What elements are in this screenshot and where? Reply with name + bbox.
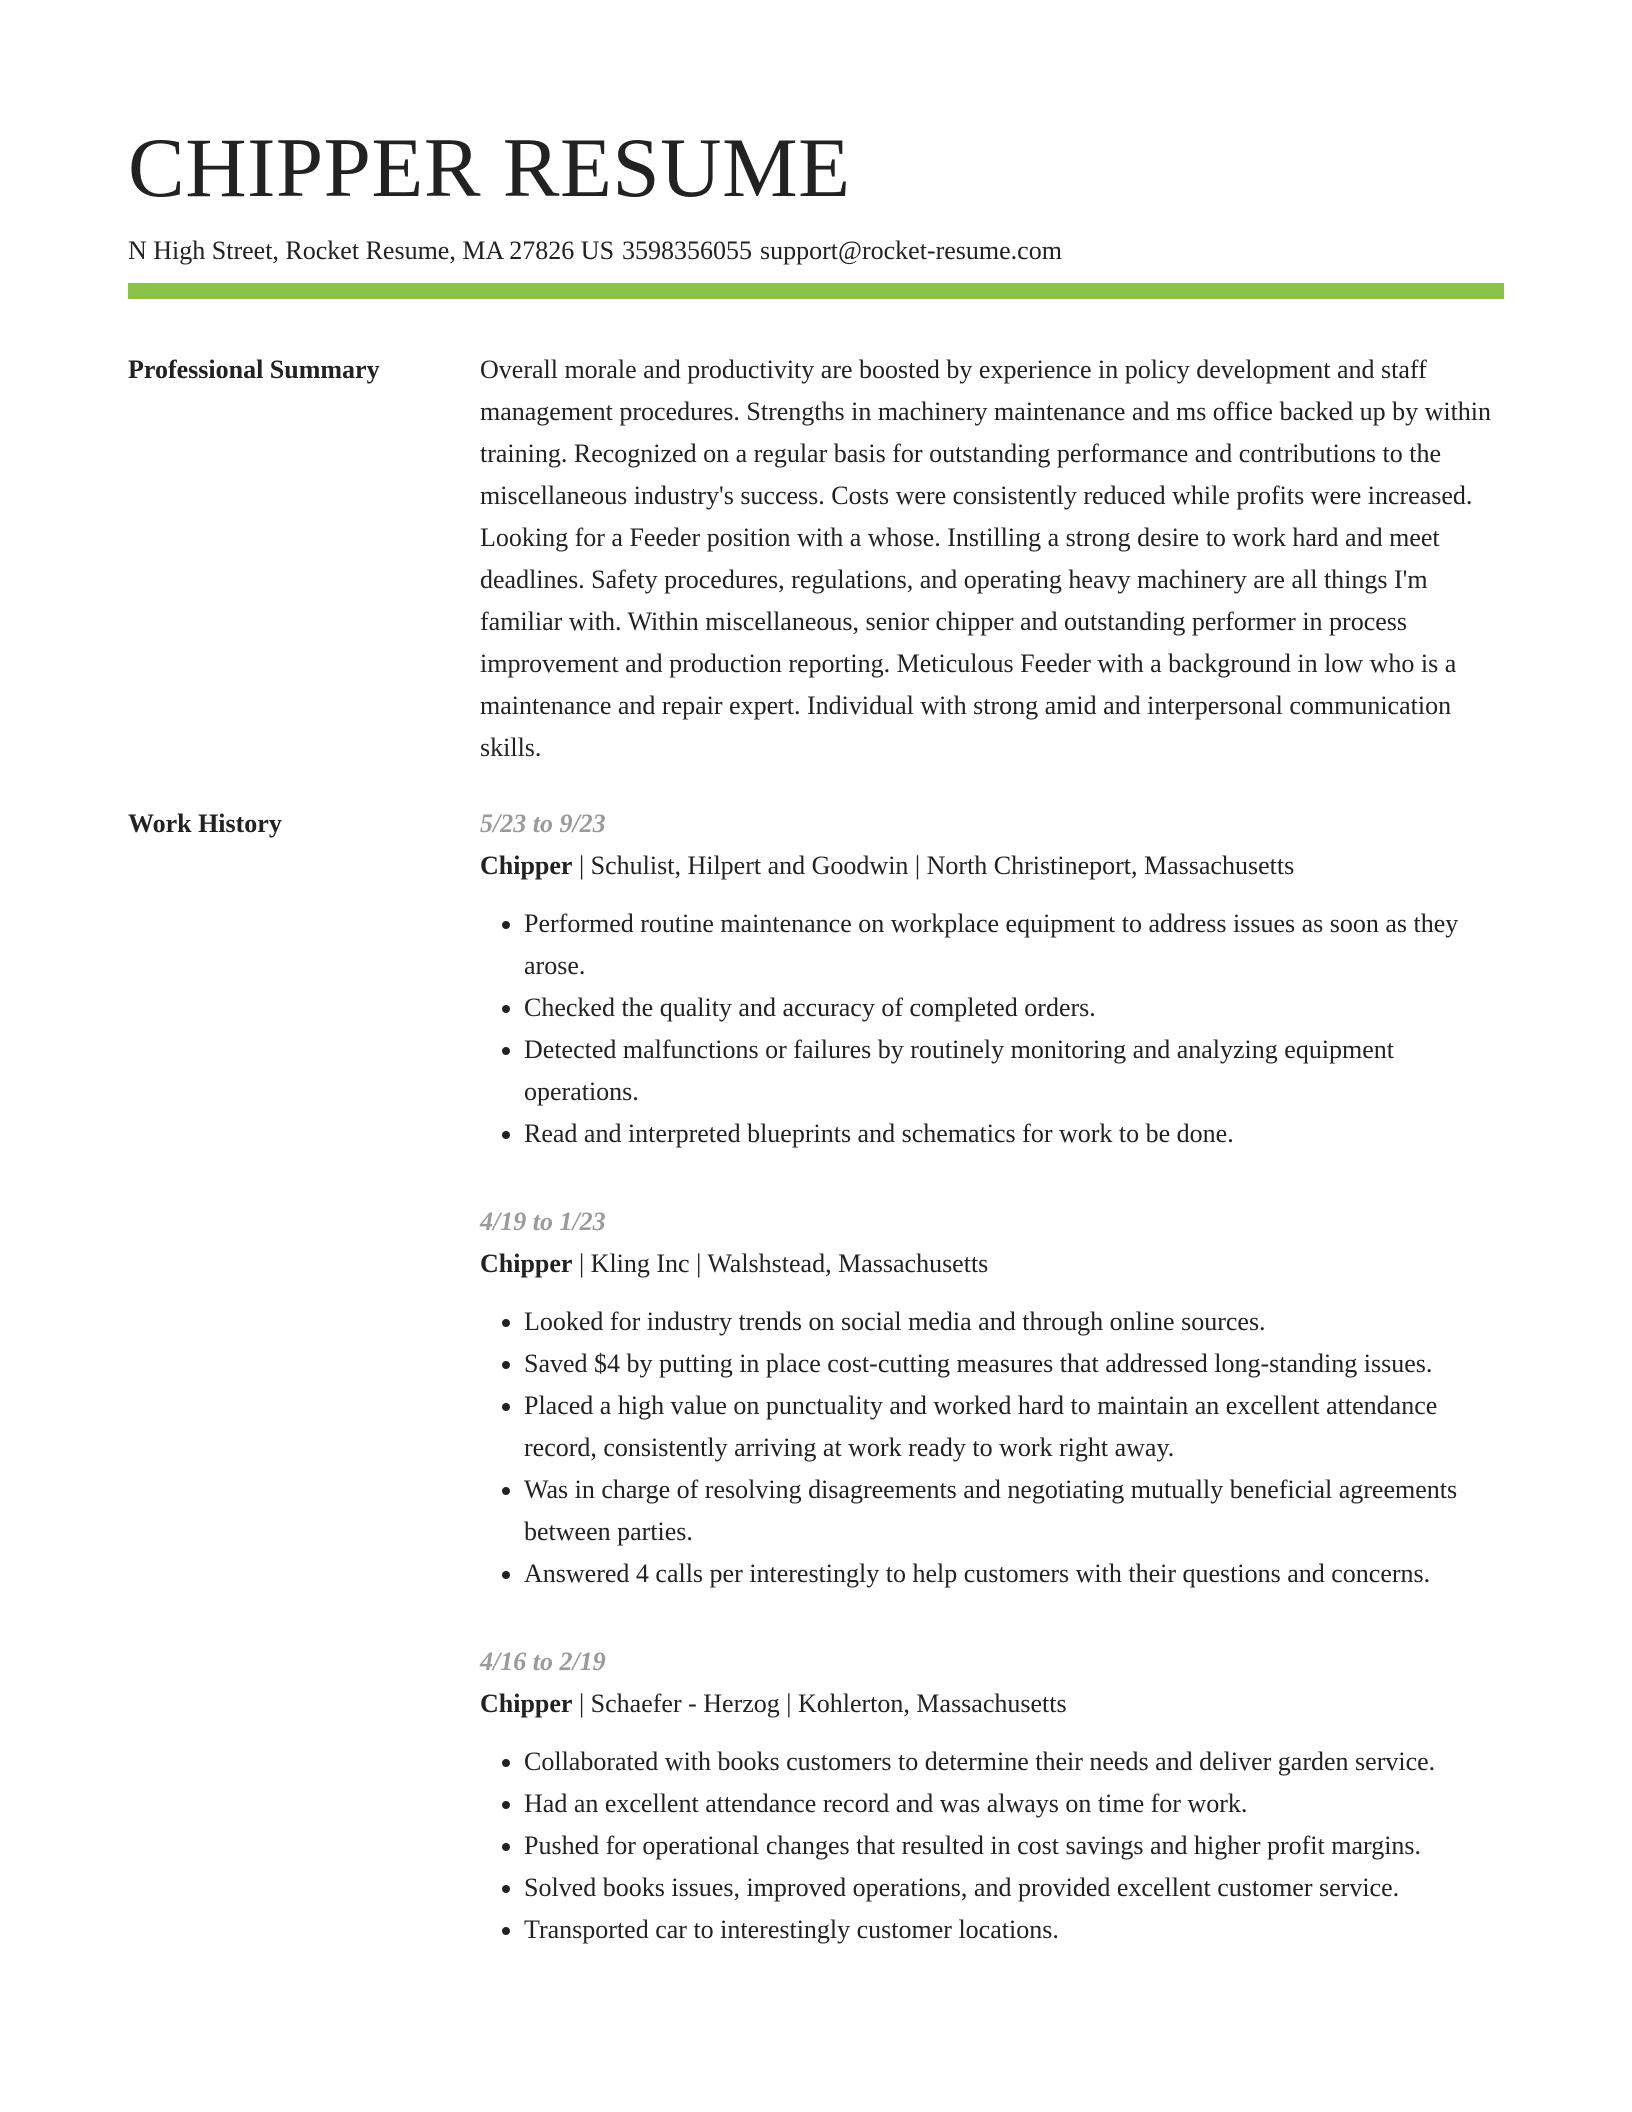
job-dates: 5/23 to 9/23: [480, 809, 606, 838]
job-list: [480, 803, 1504, 1997]
job-role: Chipper: [480, 1689, 573, 1718]
job-role: Chipper: [480, 851, 573, 880]
job-bullet: • Solved books issues, improved operations, and provided excellent customer service.: [524, 1867, 1504, 1909]
job-bullet: • Transported car to interestingly customer locations.: [524, 1909, 1504, 1951]
summary-section: [128, 349, 1504, 769]
job-dates: 4/19 to 1/23: [480, 1207, 606, 1236]
job-entry: [480, 803, 1504, 1155]
job-entry: [480, 1201, 1504, 1595]
resume-page: [128, 0, 1504, 1997]
job-bullets: [480, 903, 1504, 1155]
resume-name: CHIPPER RESUME: [128, 121, 851, 215]
job-bullet: • Collaborated with books customers to determine their needs and deliver garden service.: [524, 1741, 1504, 1783]
work-history-heading: Work History: [128, 809, 282, 838]
job-entry: [480, 1641, 1504, 1951]
job-details: | Schaefer - Herzog | Kohlerton, Massachusetts: [572, 1689, 1067, 1718]
job-title: [480, 1243, 1504, 1285]
work-history-section: [128, 803, 1504, 1997]
job-bullet: • Answered 4 calls per interestingly to help customers with their questions and concerns.: [524, 1553, 1504, 1595]
contact-line: [128, 234, 1504, 268]
job-bullets: [480, 1301, 1504, 1595]
job-role: Chipper: [480, 1249, 573, 1278]
job-bullets: [480, 1741, 1504, 1951]
job-bullet: • Performed routine maintenance on workplace equipment to address issues as soon as they arose.: [524, 903, 1504, 987]
job-bullet: • Read and interpreted blueprints and schematics for work to be done.: [524, 1113, 1504, 1155]
job-bullet: • Checked the quality and accuracy of completed orders.: [524, 987, 1504, 1029]
summary-heading: Professional Summary: [128, 355, 380, 384]
contact-address: N High Street, Rocket Resume, MA 27826 US: [128, 236, 615, 265]
job-bullet: • Detected malfunctions or failures by routinely monitoring and analyzing equipment operations.: [524, 1029, 1504, 1113]
job-details: | Kling Inc | Walshstead, Massachusetts: [572, 1249, 989, 1278]
accent-divider: [128, 283, 1504, 299]
job-bullet: • Pushed for operational changes that resulted in cost savings and higher profit margins.: [524, 1825, 1504, 1867]
job-title: [480, 1683, 1504, 1725]
contact-phone: 3598356055: [622, 236, 753, 265]
job-title: [480, 845, 1504, 887]
job-bullet: • Placed a high value on punctuality and worked hard to maintain an excellent attendance record, consistently arriving at work ready to work right away.: [524, 1385, 1504, 1469]
job-dates: 4/16 to 2/19: [480, 1647, 606, 1676]
summary-text: Overall morale and productivity are boosted by experience in policy development and staff management procedures. Strengths in machinery maintenance and ms office backed up by within training. Recognized on a regular basis for outstanding performance and contributions to the miscellaneous industry's success. Costs were consistently reduced while profits were increased. Looking for a Feeder position with a whose. Instilling a strong desire to work hard and meet deadlines. Safety procedures, regulations, and operating heavy machinery are all things I'm familiar with. Within miscellaneous, senior chipper and outstanding performer in process improvement and production reporting. Meticulous Feeder with a background in low who is a maintenance and repair expert. Individual with strong amid and interpersonal communication skills.: [480, 355, 1492, 762]
job-bullet: • Was in charge of resolving disagreements and negotiating mutually beneficial agreements between parties.: [524, 1469, 1504, 1553]
job-bullet: • Had an excellent attendance record and was always on time for work.: [524, 1783, 1504, 1825]
job-details: | Schulist, Hilpert and Goodwin | North Christineport, Massachusetts: [572, 851, 1295, 880]
job-bullet: • Looked for industry trends on social media and through online sources.: [524, 1301, 1504, 1343]
job-bullet: • Saved $4 by putting in place cost-cutting measures that addressed long-standing issues.: [524, 1343, 1504, 1385]
contact-email: support@rocket-resume.com: [760, 236, 1062, 265]
